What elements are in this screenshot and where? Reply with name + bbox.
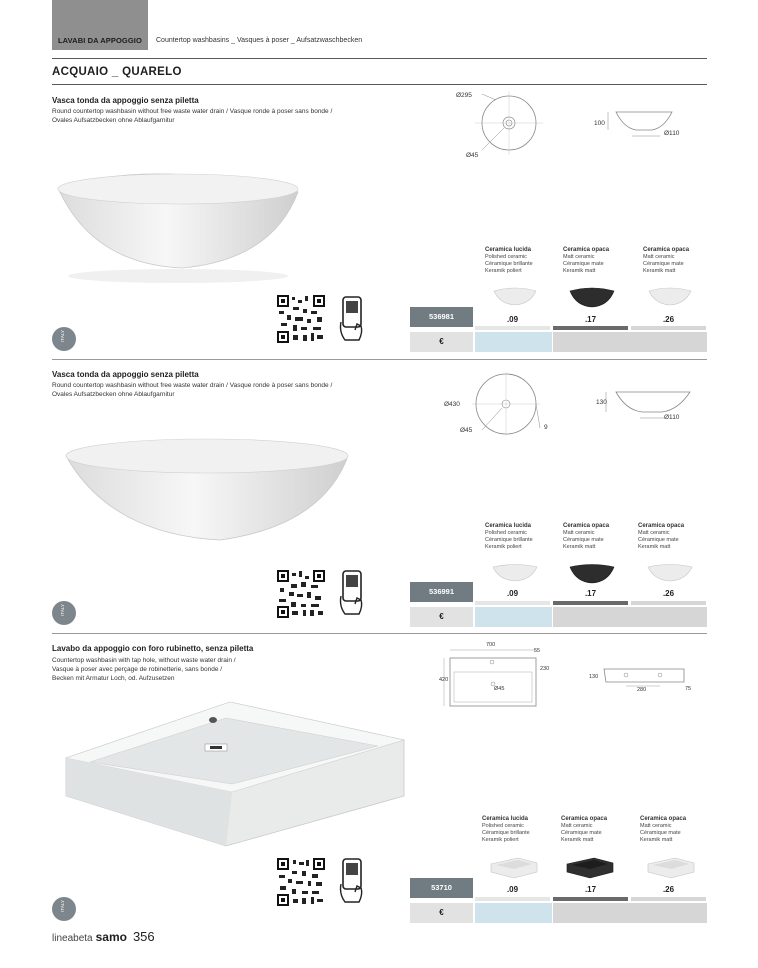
- finish-bar: [631, 897, 706, 901]
- italy-badge: [52, 601, 76, 625]
- finish-name: Ceramica lucida: [482, 816, 529, 822]
- finish-bar: [475, 897, 550, 901]
- category-tag-label: LAVABI DA APPOGGIO: [58, 36, 142, 45]
- finish-de: Keramik matt: [563, 268, 596, 274]
- finish-header: [643, 247, 689, 275]
- dim-diameter: Ø430: [444, 401, 460, 408]
- finish-fr: Céramique mate: [563, 537, 604, 543]
- dim-inner: 230: [540, 666, 550, 672]
- divider: [52, 58, 707, 59]
- price-cell-grey: [553, 607, 707, 627]
- dim-span: 280: [637, 687, 647, 693]
- finish-en: Matt ceramic: [640, 823, 672, 829]
- matt-white-rect-swatch: [645, 856, 697, 880]
- page-number: 356: [132, 929, 155, 944]
- finish-name: Ceramica opaca: [563, 523, 610, 529]
- finish-de: Keramik matt: [643, 268, 676, 274]
- finish-en: Matt ceramic: [563, 530, 595, 536]
- price-cell-blue: [475, 332, 552, 352]
- dim-hole: Ø45: [494, 686, 505, 692]
- finish-en: Polished ceramic: [485, 530, 527, 536]
- dim-offset: 9: [544, 424, 548, 431]
- finish-fr: Céramique mate: [643, 261, 684, 267]
- qr-icon: [277, 295, 325, 343]
- dim-hole: Ø45: [460, 427, 473, 434]
- dim-height: 100: [594, 120, 605, 127]
- finish-fr: Céramique mate: [640, 830, 681, 836]
- finish-de: Keramik matt: [638, 544, 671, 550]
- smartphone-scan-icon: [337, 858, 367, 906]
- finish-name: Ceramica lucida: [485, 523, 532, 529]
- dim-hole: Ø45: [466, 152, 479, 159]
- italy-label: ITALY: [60, 330, 65, 342]
- product-code: 536981: [410, 307, 473, 327]
- footer: [52, 929, 155, 944]
- finish-name: Ceramica opaca: [563, 247, 610, 253]
- smartphone-scan-icon: [337, 296, 367, 344]
- desc-line: Ovales Aufsatzbecken ohne Ablaufgarnitur: [52, 117, 175, 124]
- qr-icon: [277, 858, 325, 906]
- finish-header: [482, 816, 530, 844]
- dim-diameter: Ø295: [456, 92, 472, 99]
- finish-name: Ceramica opaca: [638, 523, 685, 529]
- finish-bar: [475, 326, 550, 330]
- rectangular-basin-image: [60, 700, 410, 850]
- finish-header: [563, 523, 609, 551]
- desc-line: Round countertop washbasin without free waste water drain / Vasque ronde à poser sans bonde /: [52, 382, 333, 389]
- finish-header: [561, 816, 607, 844]
- finish-fr: Céramique mate: [638, 537, 679, 543]
- dim-depth: 420: [439, 677, 449, 683]
- dim-base: Ø110: [664, 414, 680, 421]
- finish-name: Ceramica lucida: [485, 247, 532, 253]
- finish-de: Keramik matt: [563, 544, 596, 550]
- italy-label: ITALY: [60, 604, 65, 616]
- price-matt-black: .17: [584, 589, 597, 598]
- product-code: 53710: [410, 878, 473, 898]
- black-rect-swatch: [564, 856, 616, 880]
- finish-en: Matt ceramic: [643, 254, 675, 260]
- product-title: Vasca tonda da appoggio senza piletta: [52, 370, 199, 379]
- price-cell-grey: [553, 332, 707, 352]
- finish-name: Ceramica opaca: [561, 816, 608, 822]
- finish-name: Ceramica opaca: [640, 816, 687, 822]
- finish-fr: Céramique mate: [561, 830, 602, 836]
- price-polished: .09: [506, 589, 519, 598]
- price-cell-blue: [475, 607, 552, 627]
- finish-bar: [631, 601, 706, 605]
- white-rect-swatch: [488, 856, 540, 880]
- smartphone-scan-icon: [337, 570, 367, 618]
- finish-de: Keramik poliert: [482, 837, 519, 843]
- price-matt-white: .26: [662, 315, 675, 324]
- price-matt-black: .17: [584, 885, 597, 894]
- euro-label: €: [410, 903, 473, 923]
- desc-line: Becken mit Armatur Loch, od. Aufzusetzen: [52, 675, 175, 682]
- price-cell-blue: [475, 903, 552, 923]
- finish-de: Keramik poliert: [485, 268, 522, 274]
- matt-white-bowl-swatch: [645, 562, 695, 584]
- divider: [52, 359, 707, 360]
- finish-en: Polished ceramic: [482, 823, 524, 829]
- brand-samo: samo: [95, 930, 127, 944]
- large-round-basin-image: [60, 430, 360, 560]
- finish-fr: Céramique mate: [563, 261, 604, 267]
- dim-height: 130: [596, 399, 607, 406]
- desc-line: Vasque à poser avec perçage de robinetterie, sans bonde /: [52, 666, 223, 673]
- finish-bar: [553, 601, 628, 605]
- italy-label: ITALY: [60, 900, 65, 912]
- side-view-drawing: [594, 104, 690, 144]
- product-title: Lavabo da appoggio con foro rubinetto, senza piletta: [52, 644, 254, 653]
- qr-code[interactable]: [277, 570, 325, 618]
- product-code: 536991: [410, 582, 473, 602]
- product-description: [52, 656, 412, 683]
- divider: [52, 633, 707, 634]
- desc-line: Round countertop washbasin without free waste water drain / Vasque ronde à poser sans bonde /: [52, 108, 333, 115]
- qr-code[interactable]: [277, 858, 325, 906]
- finish-en: Matt ceramic: [638, 530, 670, 536]
- desc-line: Countertop washbasin with tap hole, without waste water drain /: [52, 657, 236, 664]
- section-title: ACQUAIO _ QUARELO: [52, 66, 182, 78]
- matt-white-bowl-swatch: [645, 286, 695, 308]
- price-polished: .09: [506, 315, 519, 324]
- finish-en: Matt ceramic: [561, 823, 593, 829]
- dim-side: 55: [534, 648, 541, 654]
- category-tag: [52, 0, 148, 50]
- finish-bar: [553, 326, 628, 330]
- dim-base: Ø110: [664, 130, 680, 137]
- price-matt-black: .17: [584, 315, 597, 324]
- qr-code[interactable]: [277, 295, 325, 343]
- black-bowl-swatch: [567, 286, 617, 310]
- finish-header: [640, 816, 686, 844]
- white-bowl-swatch: [490, 562, 540, 584]
- dim-rim: 75: [685, 686, 692, 692]
- finish-fr: Céramique brillante: [485, 261, 533, 267]
- divider: [52, 84, 707, 85]
- brand-lineabeta: lineabeta: [52, 933, 93, 944]
- finish-name: Ceramica opaca: [643, 247, 690, 253]
- white-bowl-swatch: [490, 286, 540, 308]
- finish-bar: [553, 897, 628, 901]
- desc-line: Ovales Aufsatzbecken ohne Ablaufgarnitur: [52, 391, 175, 398]
- finish-de: Keramik matt: [561, 837, 594, 843]
- euro-label: €: [410, 332, 473, 352]
- italy-badge: [52, 327, 76, 351]
- product-description: [52, 381, 412, 399]
- euro-label: €: [410, 607, 473, 627]
- finish-de: Keramik matt: [640, 837, 673, 843]
- price-polished: .09: [506, 885, 519, 894]
- price-matt-white: .26: [662, 885, 675, 894]
- finish-header: [485, 523, 533, 551]
- finish-bar: [631, 326, 706, 330]
- product-title: Vasca tonda da appoggio senza piletta: [52, 96, 199, 105]
- finish-fr: Céramique brillante: [485, 537, 533, 543]
- finish-header: [485, 247, 533, 275]
- price-cell-grey: [553, 903, 707, 923]
- finish-de: Keramik poliert: [485, 544, 522, 550]
- side-view-drawing: [596, 388, 696, 428]
- qr-icon: [277, 570, 325, 618]
- round-basin-image: [52, 160, 312, 285]
- italy-badge: [52, 897, 76, 921]
- finish-header: [563, 247, 609, 275]
- price-matt-white: .26: [662, 589, 675, 598]
- black-bowl-swatch: [567, 562, 617, 586]
- dim-width: 700: [486, 642, 496, 648]
- finish-header: [638, 523, 684, 551]
- product-description: [52, 107, 412, 125]
- finish-bar: [475, 601, 550, 605]
- dim-height: 130: [589, 674, 599, 680]
- finish-en: Matt ceramic: [563, 254, 595, 260]
- breadcrumb: Countertop washbasins _ Vasques à poser _ Aufsatzwaschbecken: [156, 37, 363, 44]
- finish-en: Polished ceramic: [485, 254, 527, 260]
- finish-fr: Céramique brillante: [482, 830, 530, 836]
